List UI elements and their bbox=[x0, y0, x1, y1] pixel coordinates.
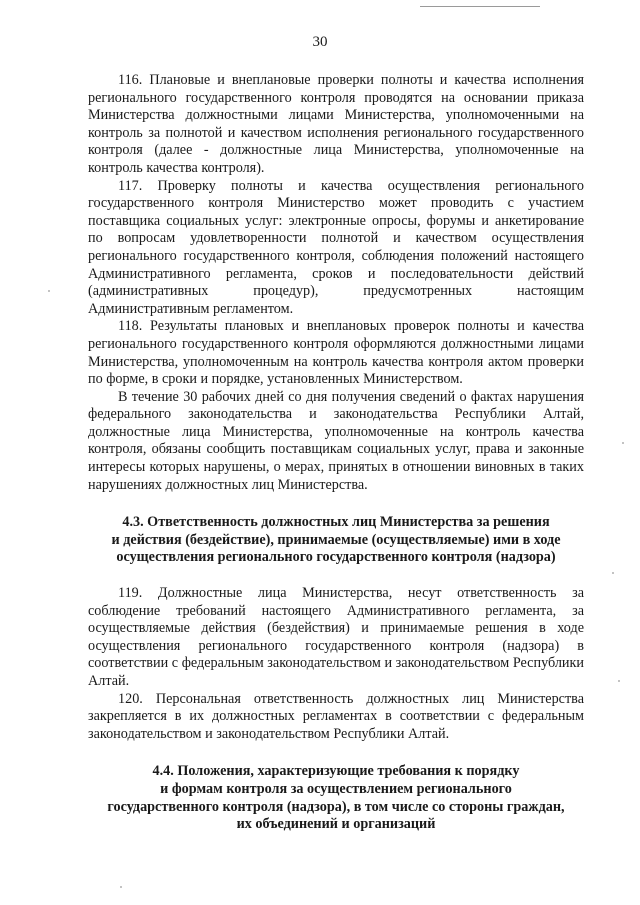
section-heading-4-3-line: осуществления регионального государственного контроля (надзора) bbox=[116, 549, 556, 566]
section-heading-4-3 bbox=[88, 514, 584, 567]
paragraph-119: 119. Должностные лица Министерства, несут ответственность за соблюдение требований настоящего Административного регламента, за осуществляемые действия (бездействия) и принимаемые решения в ходе осуществления регионального государственного контроля (надзора) в соответствии с федеральным законодательством и законодательством Республики Алтай. bbox=[88, 585, 584, 689]
section-heading-4-3-line: 4.3. Ответственность должностных лиц Министерства за решения bbox=[122, 514, 550, 531]
paragraph-117: 117. Проверку полноты и качества осуществления регионального государственного контроля Министерство может проводить с участием поставщика социальных услуг: электронные опросы, форумы и анкетирование по вопросам удовлетворенности полнотой и качеством осуществления регионального государственного контроля, соблюдения положений настоящего Административного регламента, сроков и последовательности действий (административных процедур), предусмотренных настоящим Административным регламентом. bbox=[88, 177, 584, 317]
paragraph-30-days: В течение 30 рабочих дней со дня получения сведений о фактах нарушения федерального законодательства и законодательства Республики Алтай, должностные лица Министерства, уполномоченные на контроль качества контроля, обязаны сообщить поставщикам социальных услуг, права и законные интересы которых нарушены, о мерах, принятых в отношении виновных в таких нарушениях должностных лиц Министерства. bbox=[88, 388, 584, 493]
paragraph-116: 116. Плановые и внеплановые проверки полноты и качества исполнения регионального государственного контроля проводятся на основании приказа Министерства должностными лицами Министерства, уполномоченными на контроль за полнотой и качеством исполнения регионального государственного контроля (далее - должностные лица Министерства, уполномоченные на контроль качества контроля). bbox=[88, 72, 584, 176]
scan-speck bbox=[48, 290, 50, 292]
section-heading-4-4-line: их объединений и организаций bbox=[236, 816, 436, 833]
paragraph-118: 118. Результаты плановых и внеплановых проверок полноты и качества регионального государственного контроля оформляются должностными лицами Министерства, уполномоченным на контроль качества контроля актом проверки по форме, в сроки и порядке, установленных Министерством. bbox=[88, 318, 584, 388]
scan-speck bbox=[622, 442, 624, 444]
document-body bbox=[88, 72, 584, 834]
section-heading-4-4-line: государственного контроля (надзора), в том числе со стороны граждан, bbox=[107, 798, 565, 815]
top-rule bbox=[420, 6, 540, 7]
section-heading-4-4-line: 4.4. Положения, характеризующие требования к порядку bbox=[152, 763, 520, 780]
scan-speck bbox=[612, 572, 614, 574]
section-heading-4-4-line: и формам контроля за осуществлением регионального bbox=[160, 780, 512, 797]
scan-speck bbox=[120, 886, 122, 888]
page-number: 30 bbox=[312, 34, 328, 50]
section-heading-4-4 bbox=[88, 763, 584, 833]
scan-speck bbox=[618, 680, 620, 682]
section-heading-4-3-line: и действия (бездействие), принимаемые (осуществляемые) ими в ходе bbox=[111, 531, 561, 548]
paragraph-120: 120. Персональная ответственность должностных лиц Министерства закрепляется в их должностных регламентах в соответствии с федеральным законодательством и законодательством Республики Алтай. bbox=[88, 690, 584, 742]
